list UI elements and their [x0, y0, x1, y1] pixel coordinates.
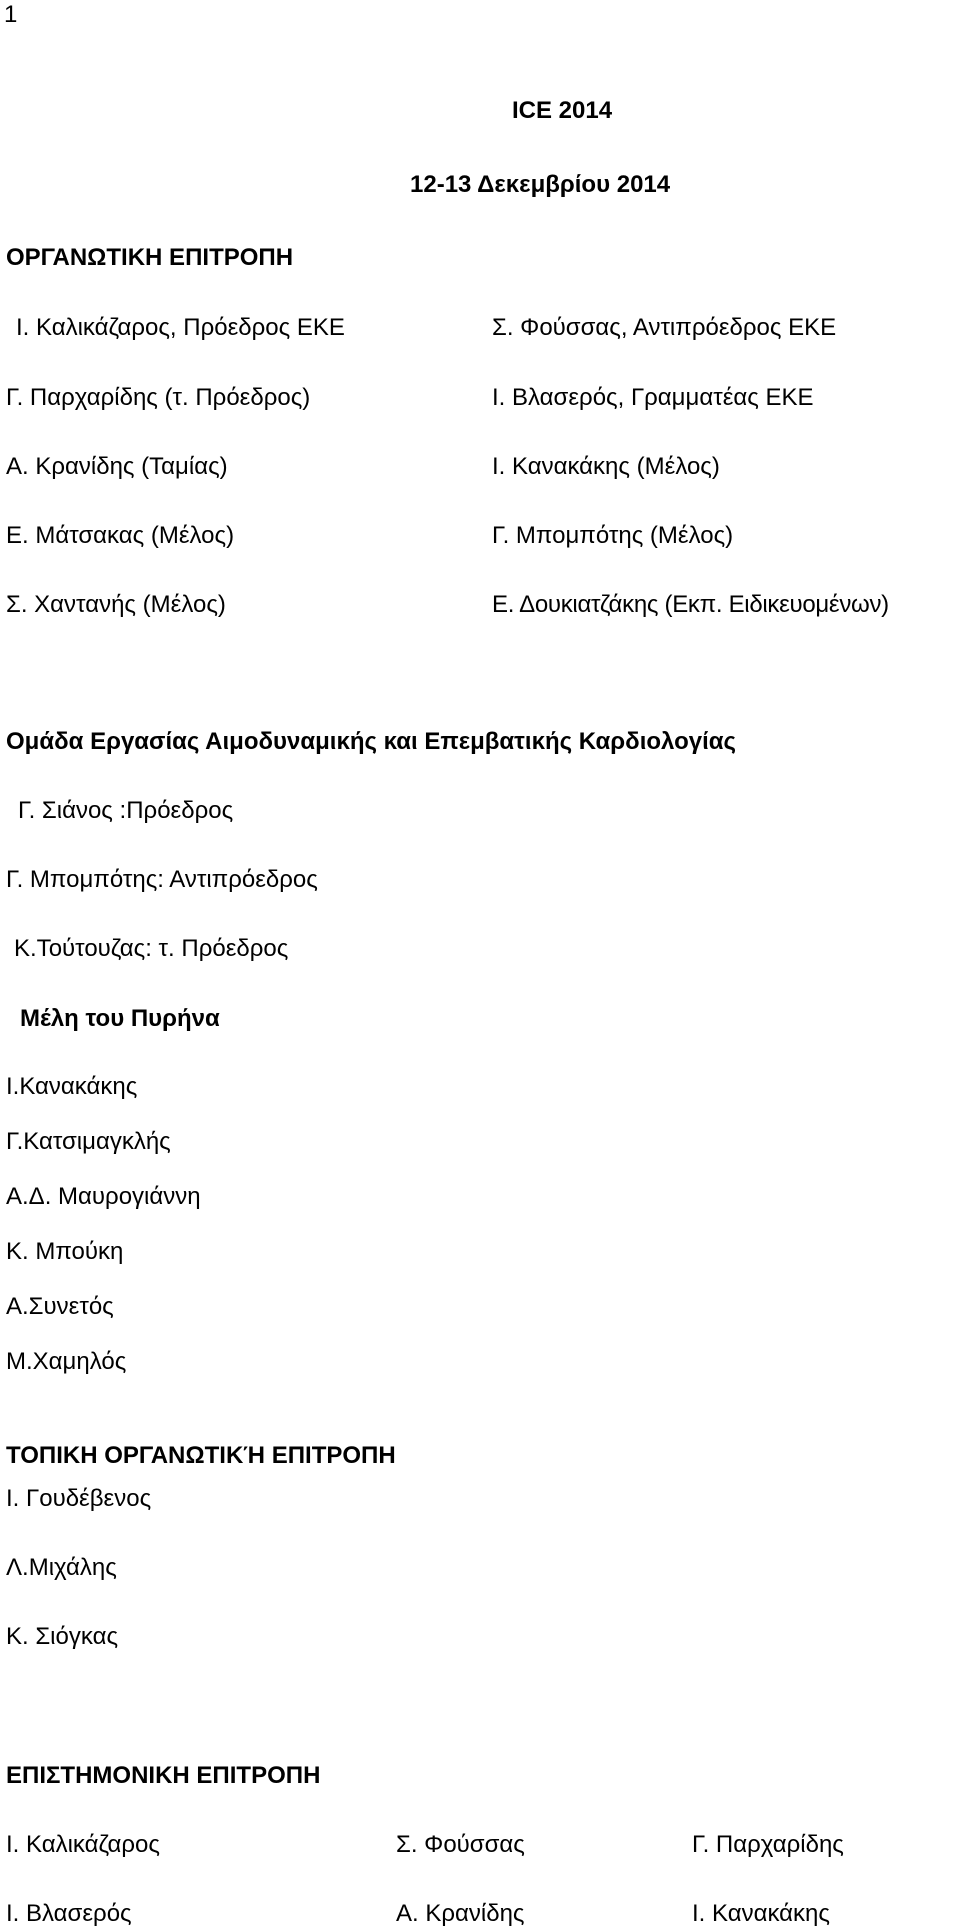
page-number: 1: [4, 1, 18, 28]
scientific-committee-heading: ΕΠΙΣΤΗΜΟΝΙΚΗ ΕΠΙΤΡΟΠΗ: [6, 1762, 321, 1789]
organizing-member-left: Σ. Χαντανής (Μέλος): [6, 591, 226, 618]
organizing-member-left: Ε. Μάτσακας (Μέλος): [6, 522, 235, 549]
core-member: Α.Δ. Μαυρογιάννη: [6, 1183, 201, 1210]
organizing-member-right: Γ. Μπομπότης (Μέλος): [492, 522, 734, 549]
conference-dates: 12-13 Δεκεμβρίου 2014: [410, 171, 671, 198]
organizing-member-left: Α. Κρανίδης (Ταμίας): [6, 453, 228, 480]
scientific-member: Γ. Παρχαρίδης: [692, 1831, 844, 1858]
core-member: Κ. Μπούκη: [6, 1238, 124, 1265]
working-group-officer: Κ.Τούτουζας: τ. Πρόεδρος: [14, 935, 289, 962]
conference-title: ICE 2014: [512, 97, 613, 124]
organizing-member-right: Σ. Φούσσας, Αντιπρόεδρος ΕΚΕ: [492, 314, 837, 341]
core-member: Ι.Κανακάκης: [6, 1073, 138, 1100]
local-committee-member: Ι. Γουδέβενος: [6, 1485, 152, 1512]
local-committee-heading: ΤΟΠΙΚΗ ΟΡΓΑΝΩΤΙΚΉ ΕΠΙΤΡΟΠΗ: [6, 1442, 396, 1469]
working-group-officer: Γ. Σιάνος :Πρόεδρος: [18, 797, 234, 824]
scientific-member: Ι. Βλασερός: [6, 1900, 132, 1927]
scientific-member: Ι. Κανακάκης: [692, 1900, 830, 1927]
organizing-member-left: Γ. Παρχαρίδης (τ. Πρόεδρος): [6, 384, 311, 411]
organizing-member-left: Ι. Καλικάζαρος, Πρόεδρος ΕΚΕ: [16, 314, 345, 341]
working-group-heading: Ομάδα Εργασίας Αιμοδυναμικής και Επεμβατικής Καρδιολογίας: [6, 728, 736, 755]
organizing-member-right: Ι. Βλασερός, Γραμματέας ΕΚΕ: [492, 384, 814, 411]
core-member: Α.Συνετός: [6, 1293, 114, 1320]
scientific-member: Σ. Φούσσας: [396, 1831, 525, 1858]
organizing-committee-heading: ΟΡΓΑΝΩΤΙΚΗ ΕΠΙΤΡΟΠΗ: [6, 244, 294, 271]
scientific-member: Α. Κρανίδης: [396, 1900, 525, 1927]
core-member: Μ.Χαμηλός: [6, 1348, 127, 1375]
local-committee-member: Κ. Σιόγκας: [6, 1623, 119, 1650]
local-committee-member: Λ.Μιχάλης: [6, 1554, 117, 1581]
core-members-heading: Μέλη του Πυρήνα: [20, 1005, 220, 1032]
working-group-officer: Γ. Μπομπότης: Αντιπρόεδρος: [6, 866, 318, 893]
organizing-member-right: Ι. Κανακάκης (Μέλος): [492, 453, 720, 480]
scientific-member: Ι. Καλικάζαρος: [6, 1831, 160, 1858]
core-member: Γ.Κατσιμαγκλής: [6, 1128, 171, 1155]
organizing-member-right: Ε. Δουκιατζάκης (Εκπ. Ειδικευομένων): [492, 591, 889, 618]
